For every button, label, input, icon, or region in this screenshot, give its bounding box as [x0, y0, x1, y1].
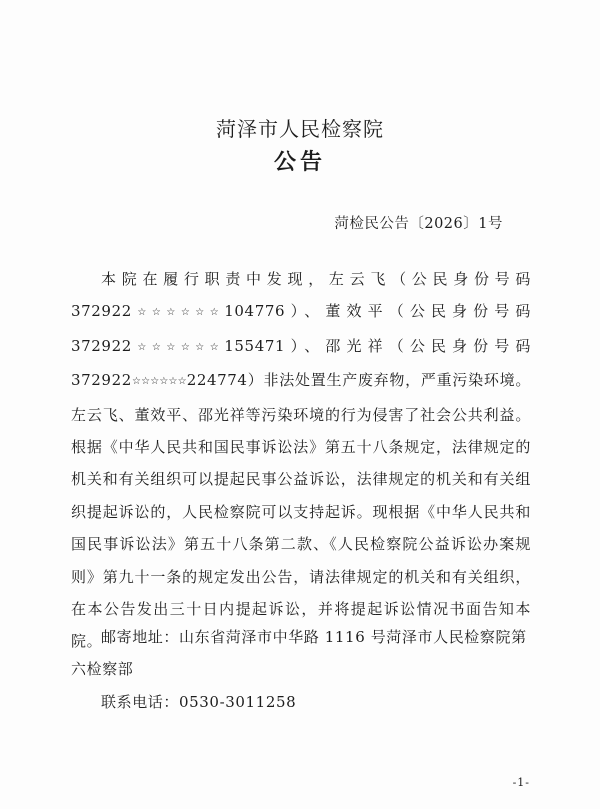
paragraph-text-part: 155471）、邵光祥（公民身份号码 372922	[71, 336, 531, 390]
contact-phone: 联系电话：0530-3011258	[101, 693, 297, 711]
announcement-paragraph	[71, 263, 531, 658]
paragraph-text-part: 104776）、董效平（公民身份号码 372922	[71, 302, 531, 355]
paragraph-text-part: 本院在履行职责中发现，左云飞（公民身份号码 372922	[71, 270, 531, 321]
masked-id-digits: ☆☆☆☆☆☆	[131, 376, 187, 388]
organization-name: 菏泽市人民检察院	[216, 117, 384, 141]
paragraph-text-part: 224774）非法处置生产废弃物，严重污染环境。左云飞、董效平、邵光祥等污染环境的行为侵害了社会公共利益。根据《中华人民共和国民事诉讼法》第五十八条规定，法律规定的机关和有关组织可以提起民事公益诉讼，法律规定的机关和有关组织提起诉讼的，人民检察院可以支持起诉。现根据《中华人民共和国民事诉讼法》第五十八条第二款、《人民检察院公益诉讼办案规则》第九十一条的规定发出公告，请法律规定的机关和有关组织，在本公告发出三十日内提起诉讼，并将提起诉讼情况书面告知本院。	[71, 371, 531, 651]
masked-id-digits: ☆☆☆☆☆☆	[131, 307, 225, 319]
page-number: -1-	[512, 776, 530, 789]
announcement-body	[71, 263, 531, 658]
document-title: 公告	[273, 149, 326, 175]
document-number: 菏检民公告〔2026〕1号	[334, 216, 503, 232]
mailing-address: 邮寄地址：山东省菏泽市中华路 1116 号菏泽市人民检察院第六检察部	[71, 628, 527, 679]
masked-id-digits: ☆☆☆☆☆☆	[131, 341, 225, 353]
